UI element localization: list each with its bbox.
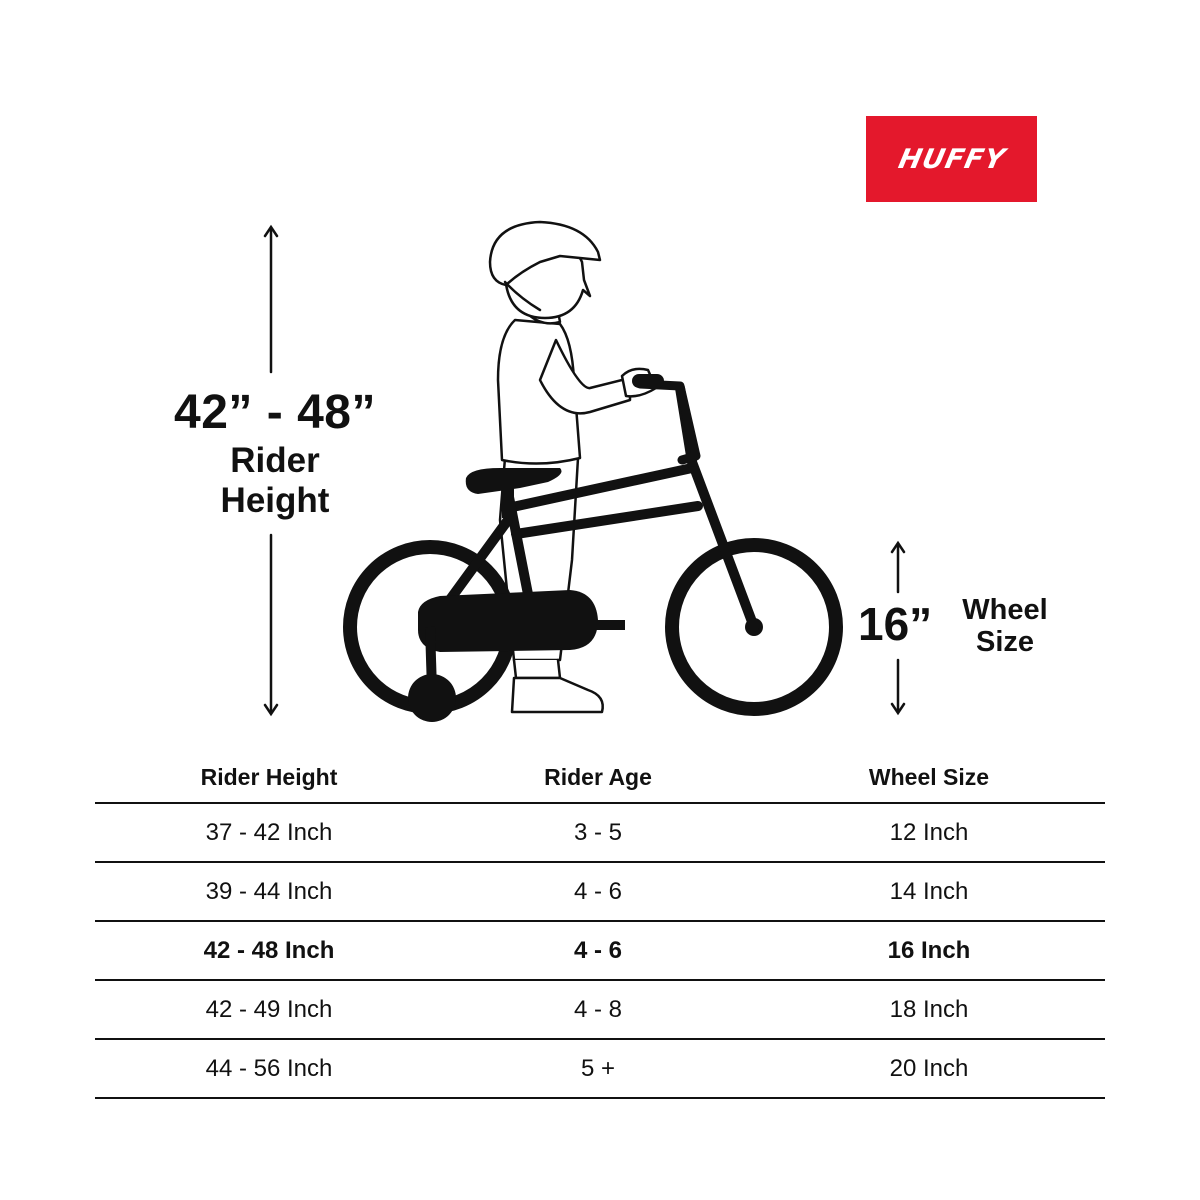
cell-wheel: 14 Inch (753, 862, 1105, 921)
header-rider-height: Rider Height (95, 752, 443, 803)
cell-height: 42 - 48 Inch (95, 921, 443, 980)
header-wheel-size: Wheel Size (753, 752, 1105, 803)
size-chart-table (95, 752, 1105, 1099)
cell-height: 39 - 44 Inch (95, 862, 443, 921)
wheel-size-label (950, 594, 1060, 658)
cell-age: 4 - 8 (443, 980, 753, 1039)
rider-height-callout (150, 385, 400, 521)
bike (350, 374, 836, 722)
header-rider-age: Rider Age (443, 752, 753, 803)
cell-wheel: 12 Inch (753, 803, 1105, 862)
cell-wheel: 20 Inch (753, 1039, 1105, 1098)
table-row (95, 803, 1105, 862)
table-row (95, 862, 1105, 921)
table-row (95, 1039, 1105, 1098)
table-header-row (95, 752, 1105, 803)
wheel-size-value: 16” (858, 598, 933, 650)
cell-age: 4 - 6 (443, 862, 753, 921)
table-row-highlighted (95, 921, 1105, 980)
rider-height-label-line2: Height (220, 481, 330, 520)
wheel-size-label-line1: Wheel (962, 594, 1048, 626)
wheel-size-label-line2: Size (975, 626, 1035, 658)
cell-height: 44 - 56 Inch (95, 1039, 443, 1098)
rider-height-value: 42” - 48” (174, 386, 376, 439)
cell-wheel: 16 Inch (753, 921, 1105, 980)
logo-text: HUFFY (895, 143, 1008, 175)
cell-age: 4 - 6 (443, 921, 753, 980)
cell-age: 3 - 5 (443, 803, 753, 862)
table-row (95, 980, 1105, 1039)
cell-height: 37 - 42 Inch (95, 803, 443, 862)
rider-height-label-line1: Rider (230, 441, 320, 480)
cell-height: 42 - 49 Inch (95, 980, 443, 1039)
cell-wheel: 18 Inch (753, 980, 1105, 1039)
cell-age: 5 + (443, 1039, 753, 1098)
